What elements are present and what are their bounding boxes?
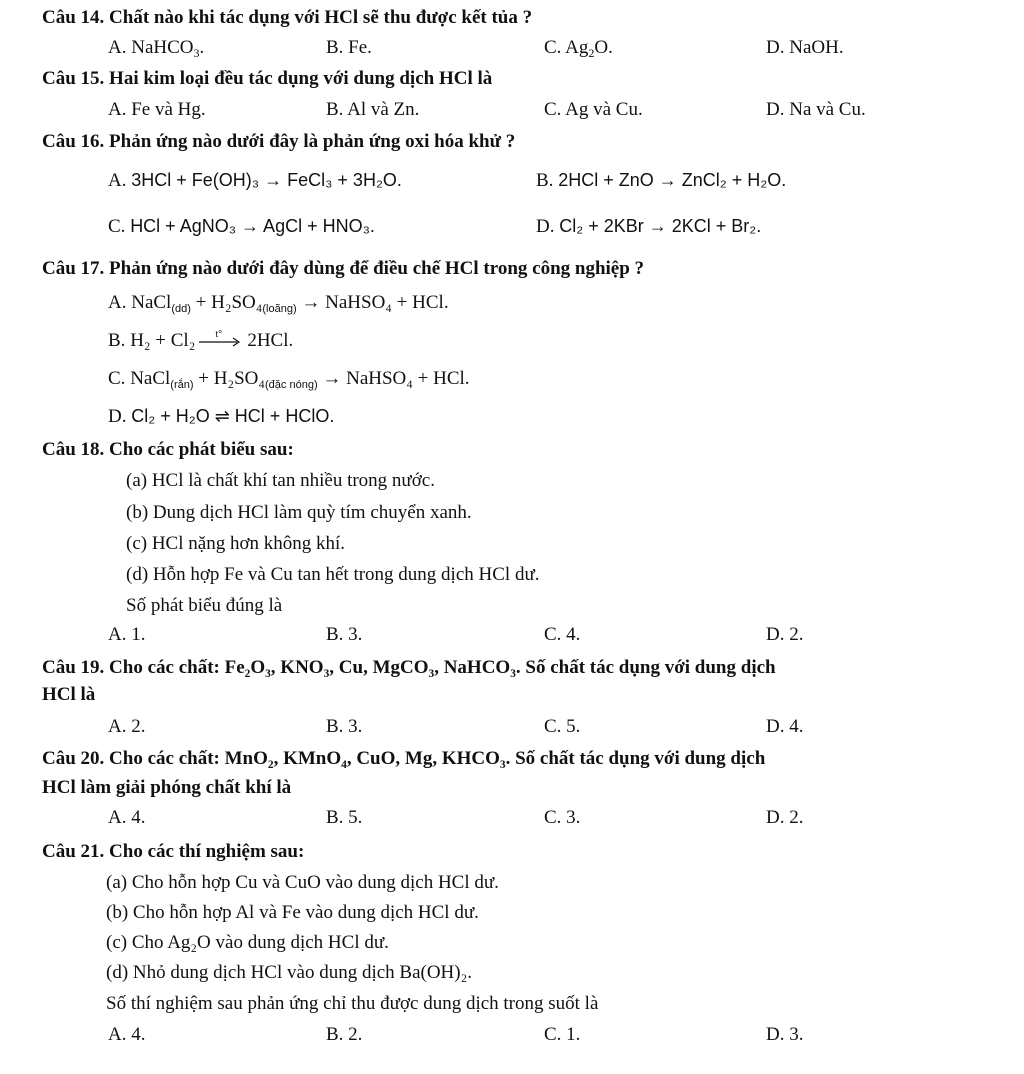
q18-statement-b: (b) Dung dịch HCl làm quỳ tím chuyển xanh. — [126, 502, 472, 523]
q19-option-a: A. 2. — [108, 716, 146, 737]
q17-option-c: C. NaCl$_{(rắn)}$ + $H_2SO_4_{(đặc nóng)}$ → NaHSO₄ + HCl. — [108, 368, 470, 391]
q15-option-b: B. Al và Zn. — [326, 99, 420, 120]
q16-option-d: D. Cl₂ + 2KBr → 2KCl + Br₂. — [536, 216, 762, 237]
q20-option-a: A. 4. — [108, 807, 146, 828]
q16-option-b: B. 2HCl + ZnO → ZnCl₂ + H₂O. — [536, 170, 787, 191]
q18-statement-a: (a) HCl là chất khí tan nhiều trong nước. — [126, 470, 435, 491]
q17-option-b: B. H₂ + Cl₂ t° 2HCl. — [108, 328, 294, 351]
q14-option-a: A. NaHCO$_3$. — [108, 37, 205, 60]
q21-option-d: D. 3. — [766, 1024, 804, 1045]
q19-option-b: B. 3. — [326, 716, 363, 737]
q21-experiment-d: (d) Nhỏ dung dịch HCl vào dung dịch Ba(OH)₂. — [106, 962, 472, 983]
question-20-title: Câu 20. Cho các chất: MnO₂, KMnO₄, CuO, Mg, KHCO₃. Số chất tác dụng với dung dịch — [42, 748, 766, 769]
question-21-title: Câu 21. Cho các thí nghiệm sau: — [42, 841, 305, 862]
q20-option-d: D. 2. — [766, 807, 804, 828]
q14-option-c: C. $Ag_2O$. — [544, 37, 613, 60]
q21-experiment-b: (b) Cho hỗn hợp Al và Fe vào dung dịch HCl dư. — [106, 902, 479, 923]
q18-option-a: A. 1. — [108, 624, 146, 645]
question-20-title-cont: HCl làm giải phóng chất khí là — [42, 777, 292, 798]
q14-option-d: D. NaOH. — [766, 37, 844, 58]
q21-question: Số thí nghiệm sau phản ứng chỉ thu được dung dịch trong suốt là — [106, 993, 599, 1014]
q21-experiment-a: (a) Cho hỗn hợp Cu và CuO vào dung dịch HCl dư. — [106, 872, 499, 893]
q19-option-c: C. 5. — [544, 716, 581, 737]
question-17-title: Câu 17. Phản ứng nào dưới đây dùng để điều chế HCl trong công nghiệp ? — [42, 258, 645, 279]
q15-option-a: A. Fe và Hg. — [108, 99, 206, 120]
q17-option-a: A. NaCl$_{(dd)}$ + $H_2SO_4_{(loãng)}$ → NaHSO₄ + HCl. — [108, 292, 449, 315]
q15-option-d: D. Na và Cu. — [766, 99, 866, 120]
question-14-title: Câu 14. Chất nào khi tác dụng với HCl sẽ thu được kết tủa ? — [42, 7, 533, 28]
q17-option-d: D. Cl₂ + H₂O ⇌ HCl + HClO. — [108, 406, 335, 427]
q18-statement-c: (c) HCl nặng hơn không khí. — [126, 533, 346, 554]
question-19-title: Câu 19. Cho các chất: Fe₂O₃, KNO₃, Cu, MgCO₃, NaHCO₃. Số chất tác dụng với dung dịch — [42, 657, 776, 678]
q19-option-d: D. 4. — [766, 716, 804, 737]
q21-option-a: A. 4. — [108, 1024, 146, 1045]
question-16-title: Câu 16. Phản ứng nào dưới đây là phản ứng oxi hóa khử ? — [42, 131, 516, 152]
q18-option-b: B. 3. — [326, 624, 363, 645]
question-18-title: Câu 18. Cho các phát biểu sau: — [42, 439, 294, 460]
q21-experiment-c: (c) Cho Ag₂O vào dung dịch HCl dư. — [106, 932, 389, 953]
q20-option-c: C. 3. — [544, 807, 581, 828]
q16-option-c: C. HCl + AgNO₃ → AgCl + HNO₃. — [108, 216, 375, 237]
q16-option-a: A. 3HCl + Fe(OH)₃ → FeCl₃ + 3H₂O. — [108, 170, 402, 191]
q18-question: Số phát biểu đúng là — [126, 595, 283, 616]
q20-option-b: B. 5. — [326, 807, 363, 828]
question-15-title: Câu 15. Hai kim loại đều tác dụng với dung dịch HCl là — [42, 68, 493, 89]
question-19-title-cont: HCl là — [42, 684, 96, 705]
q21-option-c: C. 1. — [544, 1024, 581, 1045]
q15-option-c: C. Ag và Cu. — [544, 99, 643, 120]
q18-option-d: D. 2. — [766, 624, 804, 645]
q18-option-c: C. 4. — [544, 624, 581, 645]
q14-option-b: B. Fe. — [326, 37, 372, 58]
q21-option-b: B. 2. — [326, 1024, 363, 1045]
heat-arrow: t° — [199, 335, 243, 349]
q18-statement-d: (d) Hỗn hợp Fe và Cu tan hết trong dung dịch HCl dư. — [126, 564, 540, 585]
